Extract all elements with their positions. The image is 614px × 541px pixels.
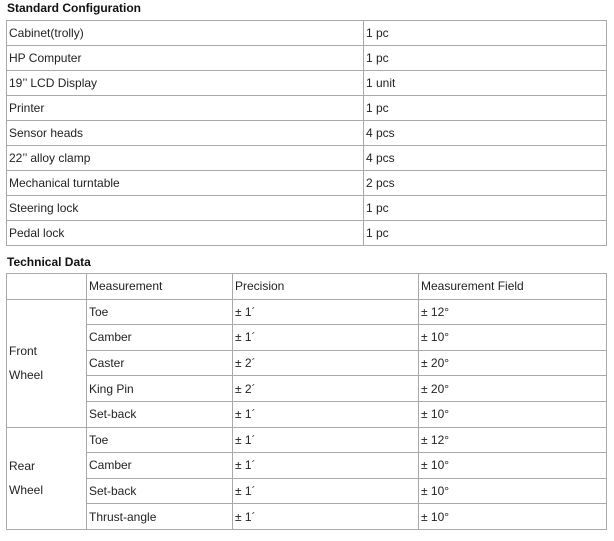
precision-cell: ± 1´ xyxy=(233,478,419,504)
config-item: 19’’ LCD Display xyxy=(7,71,364,96)
field-cell: ± 12° xyxy=(419,427,607,453)
group-label-line: Front xyxy=(9,344,38,359)
config-quantity: 4 pcs xyxy=(364,121,607,146)
field-cell: ± 10° xyxy=(419,325,607,351)
technical-data-title: Technical Data xyxy=(7,255,91,269)
precision-cell: ± 1´ xyxy=(233,427,419,453)
measurement-cell: Caster xyxy=(87,350,233,376)
config-item: Steering lock xyxy=(7,196,364,221)
technical-data-table xyxy=(6,273,607,530)
precision-cell: ± 1´ xyxy=(233,401,419,427)
measurement-cell: Toe xyxy=(87,299,233,325)
config-quantity: 4 pcs xyxy=(364,146,607,171)
table-row xyxy=(7,171,607,196)
field-cell: ± 20° xyxy=(419,350,607,376)
header-precision: Precision xyxy=(233,274,419,300)
table-row xyxy=(7,325,607,351)
precision-cell: ± 1´ xyxy=(233,299,419,325)
table-row xyxy=(7,196,607,221)
config-quantity: 1 pc xyxy=(364,21,607,46)
measurement-cell: Thrust-angle xyxy=(87,504,233,530)
measurement-cell: Camber xyxy=(87,325,233,351)
precision-cell: ± 1´ xyxy=(233,325,419,351)
table-row xyxy=(7,401,607,427)
table-row xyxy=(7,46,607,71)
table-header-row xyxy=(7,274,607,300)
config-quantity: 1 unit xyxy=(364,71,607,96)
group-label-rear-wheel xyxy=(7,427,87,529)
field-cell: ± 10° xyxy=(419,453,607,479)
config-quantity: 1 pc xyxy=(364,96,607,121)
header-cell-empty xyxy=(7,274,87,300)
table-row xyxy=(7,453,607,479)
measurement-cell: Toe xyxy=(87,427,233,453)
config-item: Printer xyxy=(7,96,364,121)
table-row xyxy=(7,504,607,530)
config-quantity: 1 pc xyxy=(364,221,607,246)
standard-configuration-table xyxy=(6,20,607,246)
table-row xyxy=(7,221,607,246)
field-cell: ± 12° xyxy=(419,299,607,325)
precision-cell: ± 2´ xyxy=(233,376,419,402)
precision-cell: ± 1´ xyxy=(233,504,419,530)
table-row xyxy=(7,71,607,96)
table-row xyxy=(7,96,607,121)
table-row xyxy=(7,121,607,146)
precision-cell: ± 1´ xyxy=(233,453,419,479)
table-row xyxy=(7,299,607,325)
table-row xyxy=(7,146,607,171)
field-cell: ± 10° xyxy=(419,504,607,530)
config-item: Mechanical turntable xyxy=(7,171,364,196)
config-quantity: 1 pc xyxy=(364,46,607,71)
header-measurement: Measurement xyxy=(87,274,233,300)
config-item: Cabinet(trolly) xyxy=(7,21,364,46)
field-cell: ± 20° xyxy=(419,376,607,402)
group-label-front-wheel xyxy=(7,299,87,427)
precision-cell: ± 2´ xyxy=(233,350,419,376)
config-item: HP Computer xyxy=(7,46,364,71)
table-row xyxy=(7,21,607,46)
config-item: 22’’ alloy clamp xyxy=(7,146,364,171)
config-item: Pedal lock xyxy=(7,221,364,246)
measurement-cell: Camber xyxy=(87,453,233,479)
measurement-cell: King Pin xyxy=(87,376,233,402)
measurement-cell: Set-back xyxy=(87,478,233,504)
table-row xyxy=(7,427,607,453)
table-row xyxy=(7,350,607,376)
group-label-line: Wheel xyxy=(9,483,44,498)
field-cell: ± 10° xyxy=(419,401,607,427)
measurement-cell: Set-back xyxy=(87,401,233,427)
table-row xyxy=(7,478,607,504)
table-row xyxy=(7,376,607,402)
standard-configuration-title: Standard Configuration xyxy=(7,1,141,15)
group-label-line: Rear xyxy=(9,459,36,474)
header-measurement-field: Measurement Field xyxy=(419,274,607,300)
group-label-line: Wheel xyxy=(9,368,44,383)
field-cell: ± 10° xyxy=(419,478,607,504)
config-quantity: 2 pcs xyxy=(364,171,607,196)
config-quantity: 1 pc xyxy=(364,196,607,221)
config-item: Sensor heads xyxy=(7,121,364,146)
